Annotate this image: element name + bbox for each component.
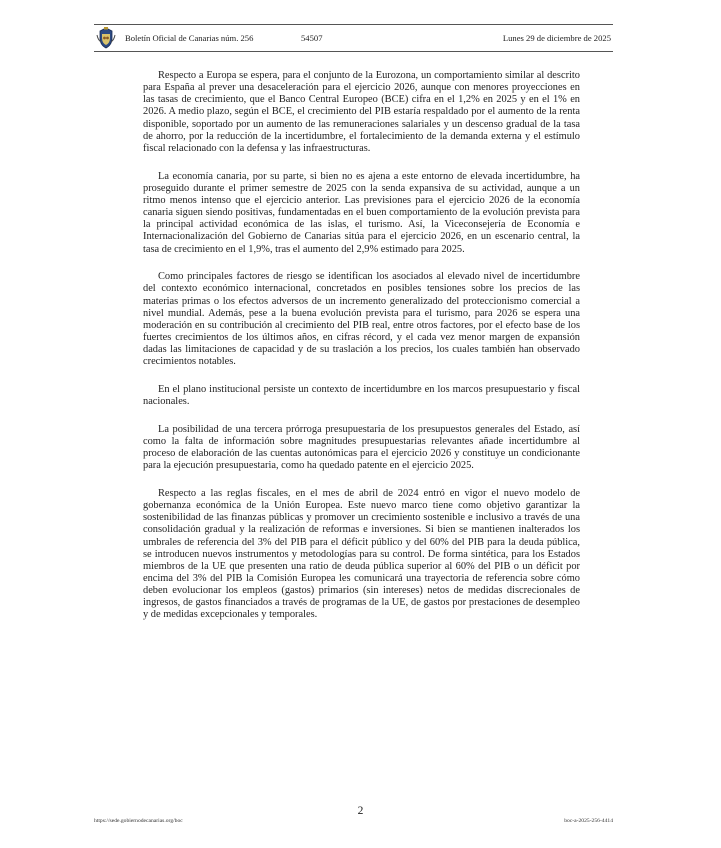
footer-document-code: boc-a-2025-256-4414 xyxy=(564,818,613,824)
page-number: 2 xyxy=(357,805,364,817)
paragraph: En el plano institucional persiste un contexto de incertidumbre en los marcos presupuestario y fiscal nacionales. xyxy=(143,383,580,408)
header-date: Lunes 29 de diciembre de 2025 xyxy=(502,33,611,43)
header-issue-number: 54507 xyxy=(301,33,323,43)
document-body xyxy=(143,70,580,637)
canary-islands-coat-of-arms-icon xyxy=(95,27,117,49)
paragraph: Respecto a las reglas fiscales, en el mes de abril de 2024 entró en vigor el nuevo modelo de gobernanza económica de la Unión Europea. Este nuevo marco tiene como objetivo garantizar la sostenibilidad de las finanzas públicas y promover un crecimiento sostenible e inclusivo a través de una consolidación gradual y la realización de reformas e inversiones. Si bien se mantienen inalterados los umbrales de referencia del 3% del PIB para el déficit público y del 60% del PIB para la deuda pública, se introducen nuevos instrumentos y metodologías para su control. De forma sintética, para los Estados miembros de la UE que presenten una ratio de deuda pública superior al 60% del PIB o un déficit por encima del 3% del PIB la Comisión Europea les comunicará una trayectoria de referencia sobre cómo deben evolucionar los empleos (gastos) primarios (sin intereses) netos de medidas discrecionales de ingresos, de gastos financiados a través de programas de la UE, de gastos por prestaciones de desempleo y de medidas excepcionales y temporales. xyxy=(143,487,580,621)
footer-url: https://sede.gobiernodecanarias.org/boc xyxy=(94,818,183,824)
header-title: Boletín Oficial de Canarias núm. 256 xyxy=(125,33,254,43)
paragraph: La posibilidad de una tercera prórroga presupuestaria de los presupuestos generales del Estado, así como la falta de información sobre magnitudes presupuestarias relevantes añade incertidumbre al proceso de elaboración de las cuentas autonómicas para el ejercicio 2026 y constituye un condicionante para la ejecución presupuestaria, como ha quedado patente en el ejercicio 2025. xyxy=(143,423,580,472)
paragraph: La economía canaria, por su parte, si bien no es ajena a este entorno de elevada incertidumbre, ha proseguido durante el primer semestre de 2025 con la senda expansiva de su actividad, aunque a un ritmo menos intenso que el ejercicio anterior. Las previsiones para el ejercicio 2026 de la economía canaria siguen siendo positivas, fundamentadas en el buen comportamiento de la evolución prevista para la principal actividad económica de las islas, el turismo. Así, la Viceconsejería de Economía e Internacionalización del Gobierno de Canarias sitúa para el ejercicio 2026, en un escenario central, la tasa de crecimiento en el 1,9%, tras el aumento del 2,9% estimado para 2025. xyxy=(143,170,580,255)
page-header xyxy=(94,24,613,52)
paragraph: Respecto a Europa se espera, para el conjunto de la Eurozona, un comportamiento similar al descrito para España al prever una desaceleración para el ejercicio 2026, aunque con menores proyecciones en las tasas de crecimiento, que el Banco Central Europeo (BCE) cifra en el 1,2% en 2025 y en el 1% en 2026. A medio plazo, según el BCE, el crecimiento del PIB estaría respaldado por el aumento de la renta disponible, soportado por un aumento de las remuneraciones salariales y un descenso gradual de la tasa de ahorro, por la reducción de la incertidumbre, el fortalecimiento de la demanda externa y el estímulo fiscal relacionado con la defensa y las infraestructuras. xyxy=(143,70,580,154)
paragraph: Como principales factores de riesgo se identifican los asociados al elevado nivel de incertidumbre del contexto económico internacional, concretados en posibles tensiones sobre los precios de las materias primas o los efectos adversos de un incremento generalizado del proteccionismo comercial a nivel mundial. Además, pese a la buena evolución prevista para el turismo, para 2026 se espera una moderación en su contribución al crecimiento del PIB real, entre otros factores, por el efecto base de los fuertes crecimientos de los últimos años, en cifras récord, y el cada vez menor margen de expansión dadas las limitaciones de capacidad y de su traslación a los precios, los cuales también han observado crecimientos notables. xyxy=(143,271,580,368)
